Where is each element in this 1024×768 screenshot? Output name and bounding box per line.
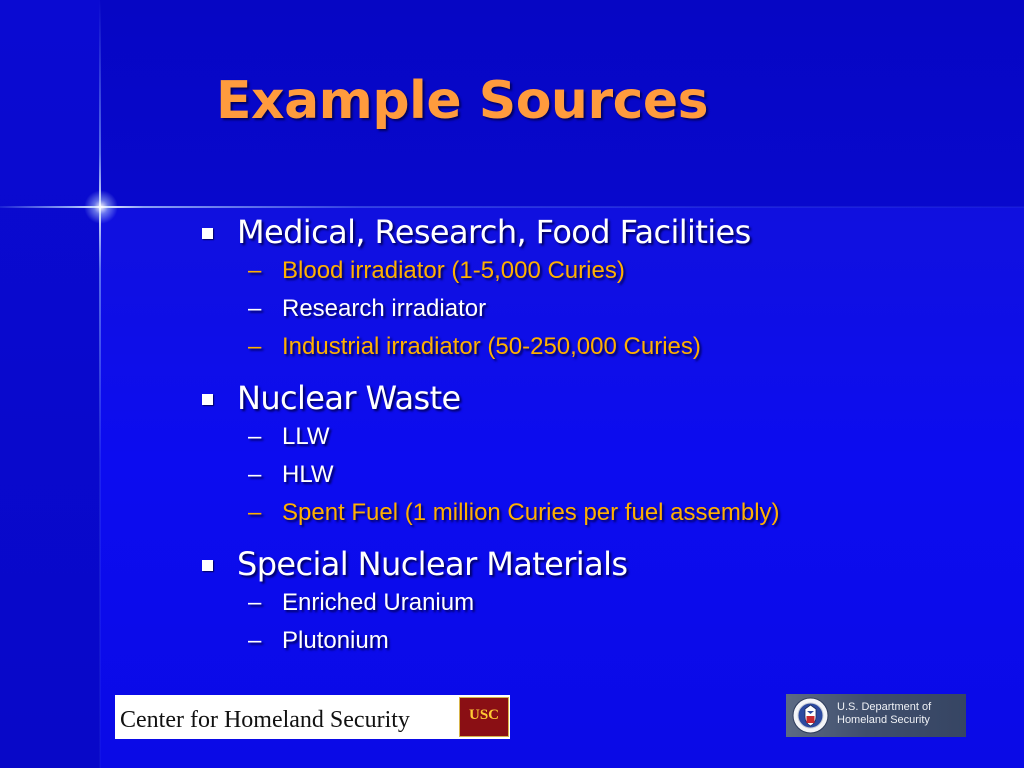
dash-marker: – [248, 499, 262, 526]
left-panel-background [0, 0, 100, 768]
slide-content [200, 210, 1000, 670]
dash-marker: – [248, 257, 262, 284]
dash-marker: – [248, 423, 262, 450]
bullet-item-nuclear-waste [200, 376, 1000, 420]
sub-item-llw [200, 418, 1000, 456]
dash-marker: – [248, 589, 262, 616]
dash-marker: – [248, 461, 262, 488]
sub-item-label: Research irradiator [282, 295, 487, 322]
dhs-seal-icon [792, 697, 829, 734]
sub-item-label: Blood irradiator (1-5,000 Curies) [282, 257, 625, 284]
sub-item-label: Spent Fuel (1 million Curies per fuel assembly) [282, 499, 780, 526]
square-bullet-icon [202, 228, 213, 239]
sub-item-label: Enriched Uranium [282, 589, 475, 616]
square-bullet-icon [202, 394, 213, 405]
sub-item-label: Industrial irradiator (50-250,000 Curies) [282, 333, 701, 360]
vertical-decor-line [99, 0, 101, 768]
bullet-item-special-nuclear-materials [200, 542, 1000, 586]
dash-marker: – [248, 627, 262, 654]
usc-badge-label: USC [468, 707, 499, 723]
slide-title: Example Sources [216, 71, 709, 131]
bullet-label: Special Nuclear Materials [237, 545, 628, 583]
sub-item-spent-fuel [200, 494, 1000, 532]
sub-list-special-nuclear [200, 584, 1000, 660]
sub-item-industrial-irradiator [200, 328, 1000, 366]
sub-item-enriched-uranium [200, 584, 1000, 622]
sub-item-label: LLW [282, 423, 330, 450]
dash-marker: – [248, 333, 262, 360]
sub-list-medical [200, 252, 1000, 366]
sparkle-decor [84, 190, 118, 224]
square-bullet-icon [202, 560, 213, 571]
horizontal-decor-line [0, 206, 1024, 208]
bullet-label: Nuclear Waste [237, 379, 461, 417]
logo-text: Center for Homeland Security [120, 707, 410, 733]
dhs-logo-text [837, 701, 931, 727]
bullet-item-medical-research-food [200, 210, 1000, 254]
sub-item-label: Plutonium [282, 627, 389, 654]
sub-item-blood-irradiator [200, 252, 1000, 290]
sub-list-nuclear-waste [200, 418, 1000, 532]
sub-item-hlw [200, 456, 1000, 494]
sub-item-research-irradiator [200, 290, 1000, 328]
dhs-logo-line-1: U.S. Department of [837, 701, 932, 713]
usc-badge [459, 697, 509, 737]
center-for-homeland-security-logo [115, 695, 510, 739]
bullet-label: Medical, Research, Food Facilities [237, 213, 751, 251]
sub-item-label: HLW [282, 461, 334, 488]
dhs-logo-line-2: Homeland Security [837, 714, 930, 726]
sub-item-plutonium [200, 622, 1000, 660]
dash-marker: – [248, 295, 262, 322]
dhs-logo [786, 694, 966, 737]
